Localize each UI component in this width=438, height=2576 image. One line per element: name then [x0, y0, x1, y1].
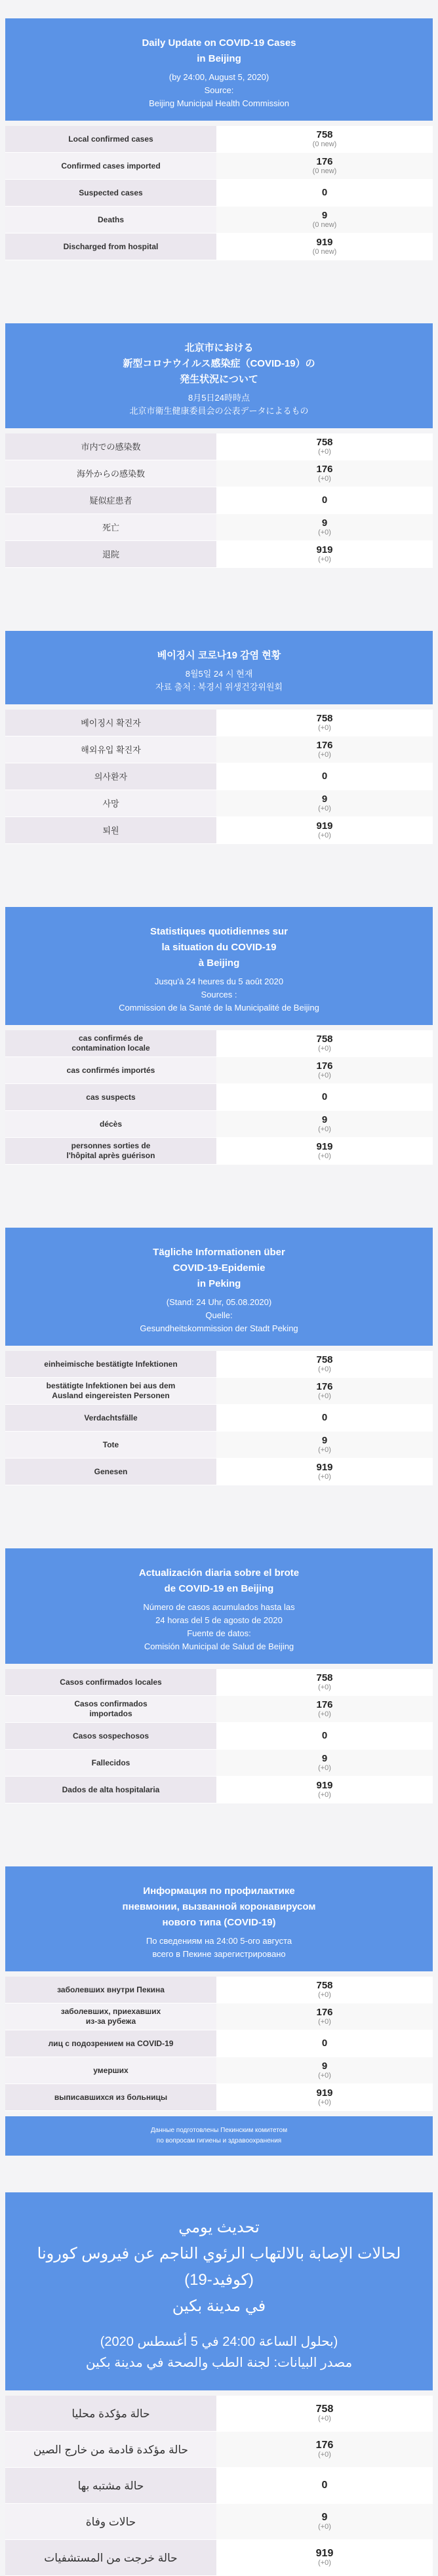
table-row [5, 1030, 433, 1057]
table-row [5, 2432, 433, 2468]
row-value [216, 180, 433, 206]
value-change: (0 new) [312, 140, 337, 148]
table-row [5, 1057, 433, 1084]
value-number: 0 [321, 494, 328, 506]
row-label: 베이징시 확진자 [5, 710, 216, 736]
stats-table [5, 1030, 433, 1165]
row-value [216, 736, 433, 763]
value-number: 758 [316, 713, 333, 724]
table-row [5, 1977, 433, 2003]
stats-table [5, 126, 433, 260]
row-label: 退院 [5, 541, 216, 567]
card-french [5, 907, 433, 1165]
card-arabic [5, 2192, 433, 2576]
value-change: (+0) [318, 1791, 331, 1799]
card-german [5, 1228, 433, 1485]
row-label: умерших [5, 2057, 216, 2083]
value-number: 9 [321, 2512, 328, 2523]
value-number: 758 [315, 2404, 334, 2415]
row-value [216, 207, 433, 233]
table-row [5, 1432, 433, 1459]
card-subtitle: 8월5일 24 시 현재 자료 출처 : 북경시 위생건강위원회 [155, 669, 283, 692]
table-row [5, 2468, 433, 2504]
row-label: حالة مؤكدة قادمة من خارج الصين [5, 2432, 216, 2467]
row-label: Casos confirmados locales [5, 1669, 216, 1695]
row-label: einheimische bestätigte Infektionen [5, 1351, 216, 1377]
card-title: Statistiques quotidiennes sur la situation du COVID-19 à Beijing [149, 926, 289, 969]
row-value [216, 1378, 433, 1404]
row-value [216, 1777, 433, 1803]
value-number: 919 [316, 2087, 333, 2099]
row-value [216, 2030, 433, 2057]
table-row [5, 2057, 433, 2084]
value-number: 758 [316, 1980, 333, 1991]
stats-table [5, 1977, 433, 2111]
value-number: 176 [316, 1381, 333, 1392]
row-label: حالة خرجت من المستشفيات [5, 2540, 216, 2575]
table-row [5, 1111, 433, 1138]
value-number: 0 [321, 187, 328, 198]
value-change: (+0) [318, 1365, 331, 1373]
row-value [216, 1111, 433, 1137]
value-change: (+0) [318, 555, 331, 563]
table-row [5, 487, 433, 514]
row-label: заболевших, приехавших из-за рубежа [5, 2003, 216, 2030]
card-subtitle: Número de casos acumulados hasta las 24 horas del 5 de agosto de 2020 Fuente de datos: Comisión Municipal de Salud de Beijing [143, 1602, 295, 1651]
value-change: (+0) [318, 1710, 331, 1718]
card-header [5, 631, 433, 704]
row-value [216, 1750, 433, 1776]
card-russian [5, 1866, 433, 2156]
table-row [5, 763, 433, 790]
row-value [216, 1057, 433, 1083]
table-row [5, 460, 433, 487]
row-value [216, 1405, 433, 1431]
row-label: Tote [5, 1432, 216, 1458]
row-value [216, 2003, 433, 2030]
value-change: (+0) [318, 475, 331, 483]
row-value [216, 2504, 433, 2539]
table-row [5, 514, 433, 541]
table-row [5, 817, 433, 844]
table-row [5, 2003, 433, 2030]
table-row [5, 126, 433, 153]
row-value [216, 817, 433, 843]
card-subtitle: (بحلول الساعة 24:00 في 5 أغسطس 2020) مصدر البيانات: لجنة الطب والصحة في مدينة بكين [85, 2335, 353, 2370]
row-label: décès [5, 1111, 216, 1137]
stats-table [5, 1669, 433, 1803]
value-change: (+0) [318, 1991, 331, 1999]
row-value [216, 126, 433, 152]
row-label: лиц с подозрением на COVID-19 [5, 2030, 216, 2057]
value-change: (+0) [318, 2099, 331, 2106]
card-title: Информация по профилактике пневмонии, вызванной коронавирусом нового типа (COVID-19) [122, 1885, 316, 1928]
row-label: 해외유입 확진자 [5, 736, 216, 763]
row-value [216, 1432, 433, 1458]
row-label: حالة مشتبه بها [5, 2468, 216, 2503]
row-value [216, 514, 433, 540]
row-label: Genesen [5, 1459, 216, 1485]
row-value [216, 541, 433, 567]
value-change: (+0) [318, 1446, 331, 1454]
card-header [5, 1228, 433, 1346]
value-change: (+0) [318, 805, 331, 813]
row-value [216, 1084, 433, 1110]
value-number: 919 [315, 2548, 334, 2559]
value-number: 758 [316, 1034, 333, 1045]
row-label: выписавшихся из больницы [5, 2084, 216, 2110]
row-label: حالات وفاة [5, 2504, 216, 2539]
table-row [5, 2084, 433, 2111]
row-label: заболевших внутри Пекина [5, 1977, 216, 2003]
card-title: Actualización diaria sobre el brote de COVID-19 en Beijing [138, 1567, 300, 1594]
value-change: (+0) [318, 1683, 331, 1691]
row-value [216, 2084, 433, 2110]
row-label: Suspected cases [5, 180, 216, 206]
row-value [216, 487, 433, 513]
row-label: Fallecidos [5, 1750, 216, 1776]
value-change: (+0) [318, 1045, 331, 1053]
row-value [216, 433, 433, 460]
row-label: 의사환자 [5, 763, 216, 790]
value-number: 919 [316, 237, 333, 248]
row-value [216, 1351, 433, 1377]
row-label: personnes sorties de l'hôpital après guérison [5, 1138, 216, 1164]
value-number: 758 [316, 129, 333, 140]
value-change: (+0) [318, 1072, 331, 1079]
table-row [5, 153, 433, 180]
row-label: 퇴원 [5, 817, 216, 843]
value-number: 758 [316, 437, 333, 448]
value-number: 0 [321, 2480, 328, 2491]
table-row [5, 433, 433, 460]
row-label: cas suspects [5, 1084, 216, 1110]
table-row [5, 1669, 433, 1696]
value-number: 176 [316, 156, 333, 167]
row-label: Casos sospechosos [5, 1723, 216, 1749]
value-change: (+0) [318, 448, 331, 456]
row-label: Local confirmed cases [5, 126, 216, 152]
stats-table [5, 433, 433, 568]
value-change: (+0) [318, 2072, 331, 2080]
row-label: Casos confirmados importados [5, 1696, 216, 1722]
table-row [5, 1723, 433, 1750]
table-row [5, 1378, 433, 1405]
row-label: 사망 [5, 790, 216, 816]
row-label: Verdachtsfälle [5, 1405, 216, 1431]
table-row [5, 710, 433, 736]
value-change: (+0) [318, 1764, 331, 1772]
card-subtitle: По сведениям на 24:00 5-ого августа всего в Пекине зарегистрировано [146, 1936, 292, 1959]
table-row [5, 2504, 433, 2540]
value-change: (+0) [318, 1473, 331, 1481]
value-number: 9 [321, 2061, 328, 2072]
row-label: cas confirmés de contamination locale [5, 1030, 216, 1057]
value-number: 919 [316, 1780, 333, 1791]
value-number: 176 [316, 464, 333, 475]
card-header [5, 2192, 433, 2390]
row-value [216, 2432, 433, 2467]
row-label: حالة مؤكدة محليا [5, 2396, 216, 2431]
value-change: (0 new) [312, 167, 337, 175]
table-row [5, 1777, 433, 1803]
value-number: 758 [316, 1354, 333, 1365]
value-change: (+0) [318, 2415, 331, 2423]
row-label: 海外からの感染数 [5, 460, 216, 487]
row-label: Deaths [5, 207, 216, 233]
value-change: (+0) [318, 751, 331, 759]
stats-table [5, 1351, 433, 1485]
card-header [5, 323, 433, 428]
row-label: cas confirmés importés [5, 1057, 216, 1083]
value-number: 176 [316, 1699, 333, 1710]
row-value [216, 2468, 433, 2503]
value-number: 919 [316, 1141, 333, 1152]
table-row [5, 1405, 433, 1432]
value-change: (+0) [318, 2018, 331, 2026]
table-row [5, 2030, 433, 2057]
table-row [5, 1138, 433, 1165]
value-change: (+0) [318, 2523, 331, 2531]
table-row [5, 736, 433, 763]
table-row [5, 2396, 433, 2432]
row-value [216, 153, 433, 179]
value-number: 0 [321, 1091, 328, 1102]
value-change: (0 new) [312, 221, 337, 229]
card-footer: Данные подготовлены Пекинским комитетом по вопросам гигиены и здравоохранения [5, 2116, 433, 2156]
row-value [216, 1138, 433, 1164]
value-number: 9 [321, 1114, 328, 1125]
table-row [5, 1351, 433, 1378]
card-title: تحديث يومي لحالات الإصابة بالالتهاب الرئوي الناجم عن فيروس كورونا (كوفيد-19) في مدينة بكين [37, 2219, 401, 2315]
table-row [5, 790, 433, 817]
card-subtitle: (Stand: 24 Uhr, 05.08.2020) Quelle: Gesundheitskommission der Stadt Peking [140, 1297, 298, 1333]
card-title: Tägliche Informationen über COVID-19-Epidemie in Peking [153, 1247, 285, 1289]
value-number: 176 [315, 2440, 334, 2451]
value-change: (+0) [318, 1125, 331, 1133]
row-value [216, 2540, 433, 2575]
row-label: Discharged from hospital [5, 233, 216, 260]
card-header [5, 907, 433, 1025]
value-number: 0 [321, 1412, 328, 1423]
card-korean [5, 631, 433, 844]
value-change: (+0) [318, 1392, 331, 1400]
value-number: 176 [316, 2007, 333, 2018]
value-number: 9 [321, 210, 328, 221]
value-change: (+0) [318, 832, 331, 839]
table-row [5, 180, 433, 207]
row-label: 死亡 [5, 514, 216, 540]
card-header [5, 18, 433, 121]
card-header [5, 1866, 433, 1971]
table-row [5, 541, 433, 568]
value-number: 9 [321, 1435, 328, 1446]
row-label: Confirmed cases imported [5, 153, 216, 179]
row-value [216, 1696, 433, 1722]
card-subtitle: (by 24:00, August 5, 2020) Source: Beijing Municipal Health Commission [149, 72, 289, 108]
row-label: 市内での感染数 [5, 433, 216, 460]
row-value [216, 1977, 433, 2003]
value-change: (+0) [318, 724, 331, 732]
value-number: 919 [316, 544, 333, 555]
card-title: 베이징시 코로나19 감염 현황 [157, 650, 281, 661]
table-row [5, 207, 433, 233]
card-subtitle: 8月5日24時時点 北京市衛生健康委員会の公表データによるもの [129, 393, 309, 416]
table-row [5, 1084, 433, 1111]
value-number: 0 [321, 1730, 328, 1741]
table-row [5, 2540, 433, 2576]
card-title: 北京市における 新型コロナウイルス感染症（COVID-19）の 発生状況について [123, 342, 315, 385]
row-value [216, 233, 433, 260]
row-value [216, 2057, 433, 2083]
card-title: Daily Update on COVID-19 Cases in Beijing [142, 37, 296, 64]
stats-table [5, 2396, 433, 2576]
value-number: 0 [321, 771, 328, 782]
value-number: 758 [316, 1672, 333, 1683]
value-number: 176 [316, 1060, 333, 1072]
card-subtitle: Jusqu'à 24 heures du 5 août 2020 Sources : Commission de la Santé de la Municipalité de Beijing [119, 976, 319, 1013]
card-spanish [5, 1548, 433, 1803]
table-row [5, 233, 433, 260]
value-change: (+0) [318, 2451, 331, 2459]
value-number: 919 [316, 820, 333, 832]
row-value [216, 763, 433, 790]
value-change: (+0) [318, 1152, 331, 1160]
row-value [216, 2396, 433, 2431]
row-label: 疑似症患者 [5, 487, 216, 513]
row-value [216, 1030, 433, 1057]
value-number: 9 [321, 1753, 328, 1764]
row-value [216, 790, 433, 816]
card-japanese [5, 323, 433, 568]
row-value [216, 460, 433, 487]
card-header [5, 1548, 433, 1664]
table-row [5, 1696, 433, 1723]
value-change: (+0) [318, 529, 331, 536]
value-number: 9 [321, 794, 328, 805]
table-row [5, 1750, 433, 1777]
value-number: 0 [321, 2038, 328, 2049]
value-number: 919 [316, 1462, 333, 1473]
card-english [5, 18, 433, 260]
value-change: (0 new) [312, 248, 337, 256]
value-number: 176 [316, 740, 333, 751]
row-label: bestätigte Infektionen bei aus dem Ausland eingereisten Personen [5, 1378, 216, 1404]
row-value [216, 1459, 433, 1485]
row-value [216, 710, 433, 736]
table-row [5, 1459, 433, 1485]
stats-table [5, 710, 433, 844]
row-value [216, 1723, 433, 1749]
value-number: 9 [321, 517, 328, 529]
value-change: (+0) [318, 2559, 331, 2567]
row-value [216, 1669, 433, 1695]
row-label: Dados de alta hospitalaria [5, 1777, 216, 1803]
